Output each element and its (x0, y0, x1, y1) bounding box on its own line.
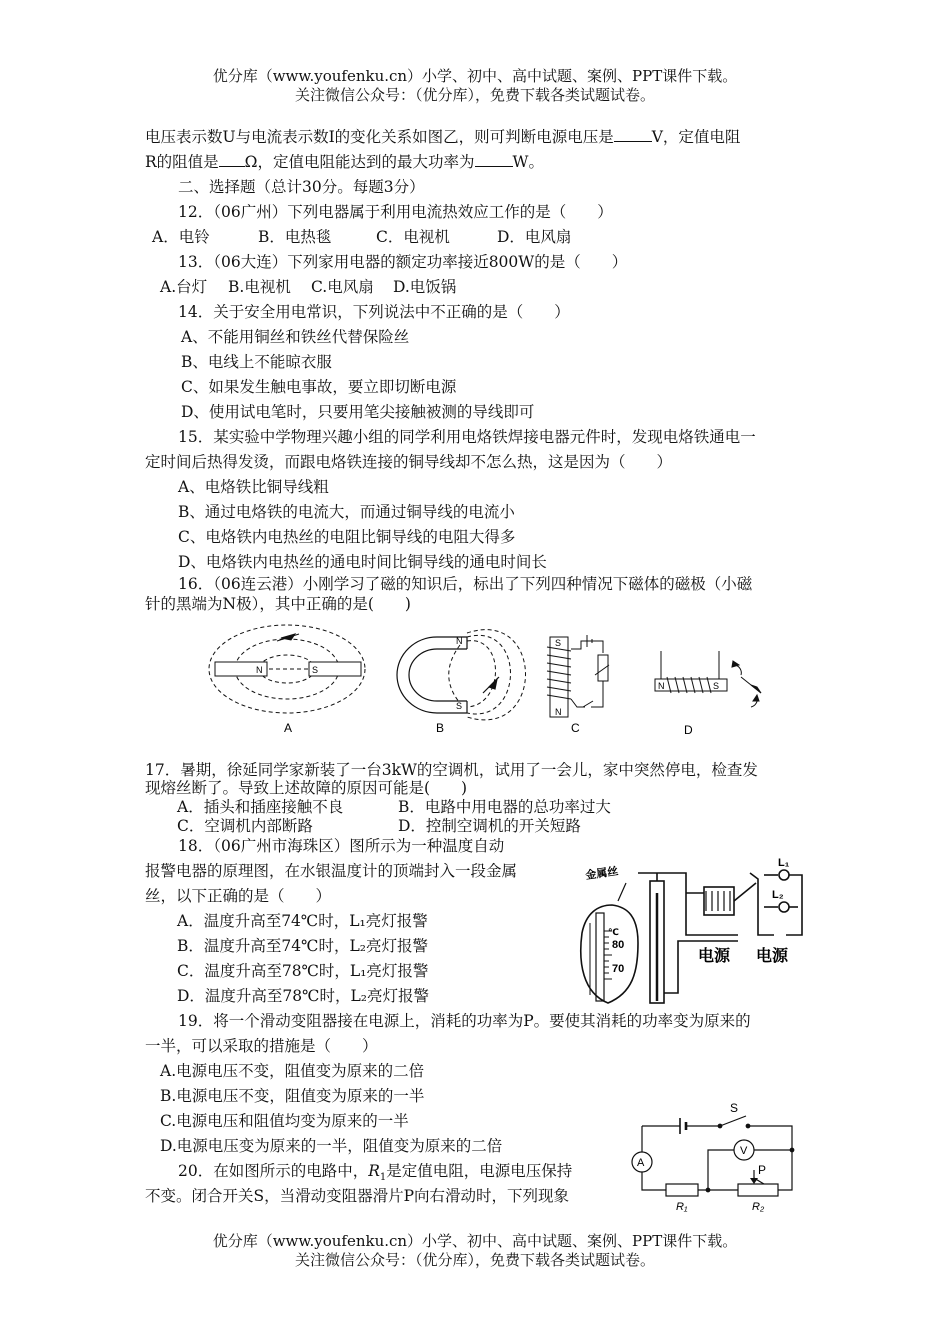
q17-option-d[interactable]: D．控制空调机的开关短路 (398, 817, 581, 835)
fig-lamp-l2: L₂ (772, 889, 784, 901)
q18-option-c[interactable]: C．温度升高至78℃时，L₁亮灯报警 (177, 962, 429, 980)
q13-stem: 13．（06大连）下列家用电器的额定功率接近800W的是（ ） (178, 253, 628, 271)
q17-option-a[interactable]: A．插头和插座接触不良 (177, 798, 344, 816)
footer-line-2: 关注微信公众号：（优分库），免费下载各类试题试卷。 (294, 1251, 655, 1269)
q16-line-1: 16．（06连云港）小刚学习了磁的知识后，标出了下列四种情况下磁体的磁极（小磁 (178, 575, 753, 593)
q18-option-b[interactable]: B．温度升高至74℃时，L₂亮灯报警 (177, 937, 428, 955)
fig-temp-70: 70 (612, 963, 625, 975)
q11-text-1a: 电压表示数U与电流表示数I的变化关系如图乙，则可判断电源电压是 (145, 128, 614, 146)
q13-option-d[interactable]: D.电饭锅 (393, 278, 457, 296)
q14-option-d[interactable]: D、使用试电笔时，只要用笔尖接触被测的导线即可 (181, 403, 535, 421)
q15-option-b[interactable]: B、通过电烙铁的电流大，而通过铜导线的电流小 (178, 503, 515, 521)
q13-option-a[interactable]: A.台灯 (160, 278, 208, 296)
q12-option-a[interactable]: A．电铃 (152, 228, 210, 246)
q19-line-1: 19．将一个滑动变阻器接在电源上，消耗的功率为P。要使其消耗的功率变为原来的 (178, 1012, 751, 1030)
fig-b-pole-n: N (456, 636, 463, 646)
q15-option-a[interactable]: A、电烙铁比铜导线粗 (178, 478, 329, 496)
fig-power-source-1: 电源 (698, 948, 731, 965)
q18-line-3: 丝，以下正确的是（ ） (145, 887, 332, 905)
answer-blank-voltage[interactable] (614, 127, 652, 142)
fig-d-pole-n: N (658, 681, 665, 691)
q15-option-c[interactable]: C、电烙铁内电热丝的电阻比铜导线的电阻大得多 (178, 528, 516, 546)
q17-line-1: 17．暑期，徐延同学家新装了一台3kW的空调机，试用了一会儿，家中突然停电，检查发 (145, 761, 758, 779)
fig-d-pole-s: S (713, 681, 720, 691)
fig-voltmeter-v: V (740, 1145, 748, 1157)
fig-a-pole-n: N (256, 665, 263, 675)
q11-text-2c: W。 (512, 153, 544, 171)
q11-line-1 (145, 127, 740, 147)
q20-circuit-diagram (628, 1098, 808, 1216)
figure-d-hanging-solenoid (655, 651, 761, 707)
fig-power-source-2: 电源 (756, 948, 789, 965)
q19-option-d[interactable]: D.电源电压变为原来的一半，阻值变为原来的二倍 (160, 1137, 503, 1155)
q20-text-1b: 是定值电阻，电源电压保持 (386, 1162, 573, 1180)
q12-option-c[interactable]: C．电视机 (376, 228, 450, 246)
q17-option-c[interactable]: C．空调机内部断路 (177, 817, 313, 835)
q13-option-c[interactable]: C.电风扇 (311, 278, 374, 296)
q16-magnet-figures (205, 615, 785, 740)
q14-option-c[interactable]: C、如果发生触电事故，要立即切断电源 (181, 378, 457, 396)
q14-stem: 14．关于安全用电常识，下列说法中不正确的是（ ） (178, 303, 570, 321)
fig-lamp-l1: L₁ (778, 857, 790, 869)
q17-option-b[interactable]: B．电路中用电器的总功率过大 (398, 798, 611, 816)
fig-ammeter-a: A (637, 1157, 645, 1169)
q12-stem: 12．（06广州）下列电器属于利用电流热效应工作的是（ ） (178, 203, 613, 221)
q14-option-b[interactable]: B、电线上不能晾衣服 (181, 353, 332, 371)
q19-line-2: 一半，可以采取的措施是（ ） (145, 1037, 378, 1055)
q18-line-1: 18．（06广州市海珠区）图所示为一种温度自动 (178, 837, 505, 855)
q11-text-2b: Ω，定值电阻能达到的最大功率为 (244, 153, 475, 171)
q20-text-1a: 20．在如图所示的电路中， (178, 1162, 369, 1180)
answer-blank-power[interactable] (475, 152, 513, 167)
fig-b-pole-s: S (456, 701, 463, 711)
q17-line-2: 现熔丝断了。导致上述故障的原因可能是( ) (145, 779, 468, 797)
q18-line-2: 报警电器的原理图，在水银温度计的顶端封入一段金属 (145, 862, 518, 880)
fig-c-pole-s: S (555, 638, 562, 648)
fig-label-c: C (571, 721, 580, 735)
fig-metal-wire-label: 金属丝 (584, 865, 620, 882)
fig-resistor-r2: R₂ (752, 1201, 765, 1213)
fig-label-a: A (284, 721, 293, 735)
q15-line-2: 定时间后热得发烫，而跟电烙铁连接的铜导线却不怎么热，这是因为（ ） (145, 453, 673, 471)
header-line-1: 优分库（www.youfenku.cn）小学、初中、高中试题、案例、PPT课件下载。 (212, 67, 738, 85)
q12-option-d[interactable]: D．电风扇 (497, 228, 572, 246)
fig-c-pole-n: N (555, 707, 562, 717)
q13-option-b[interactable]: B.电视机 (228, 278, 291, 296)
q11-text-1b: V，定值电阻 (651, 128, 741, 146)
fig-resistor-r1: R₁ (676, 1201, 688, 1213)
q14-option-a[interactable]: A、不能用铜丝和铁丝代替保险丝 (181, 328, 410, 346)
section-title: 二、选择题（总计30分。每题3分） (178, 178, 425, 196)
q18-option-a[interactable]: A．温度升高至74℃时，L₁亮灯报警 (177, 912, 428, 930)
q20-r1-symbol: R (368, 1162, 380, 1180)
q20-line-1 (178, 1161, 572, 1188)
header-line-2: 关注微信公众号：（优分库），免费下载各类试题试卷。 (294, 86, 655, 104)
fig-a-pole-s: S (312, 665, 319, 675)
fig-switch-s: S (730, 1101, 739, 1115)
fig-slider-p: P (758, 1163, 767, 1177)
q11-text-2a: R的阻值是 (145, 153, 219, 171)
q18-alarm-circuit (578, 853, 808, 1008)
q19-option-c[interactable]: C.电源电压和阻值均变为原来的一半 (160, 1112, 409, 1130)
q16-line-2: 针的黑端为N极），其中正确的是( ) (145, 595, 411, 613)
q18-option-d[interactable]: D．温度升高至78℃时，L₂亮灯报警 (177, 987, 429, 1005)
fig-label-d: D (684, 723, 693, 737)
figure-a-bar-magnets (209, 625, 365, 713)
q20-r1-subscript: 1 (379, 1172, 387, 1184)
q15-line-1: 15．某实验中学物理兴趣小组的同学利用电烙铁焊接电器元件时，发现电烙铁通电一 (178, 428, 756, 446)
q19-option-a[interactable]: A.电源电压不变，阻值变为原来的二倍 (160, 1062, 425, 1080)
q20-line-2: 不变。闭合开关S，当滑动变阻器滑片P向右滑动时，下列现象 (145, 1187, 570, 1205)
fig-unit-label: ℃ (608, 927, 619, 937)
footer-line-1: 优分库（www.youfenku.cn）小学、初中、高中试题、案例、PPT课件下载。 (212, 1232, 738, 1250)
fig-label-b: B (436, 721, 445, 735)
q19-option-b[interactable]: B.电源电压不变，阻值变为原来的一半 (160, 1087, 425, 1105)
fig-temp-80: 80 (612, 939, 625, 951)
q15-option-d[interactable]: D、电烙铁内电热丝的通电时间比铜导线的通电时间长 (178, 553, 547, 571)
q11-line-2 (145, 152, 544, 172)
q12-option-b[interactable]: B．电热毯 (258, 228, 332, 246)
answer-blank-resistance[interactable] (219, 152, 245, 167)
